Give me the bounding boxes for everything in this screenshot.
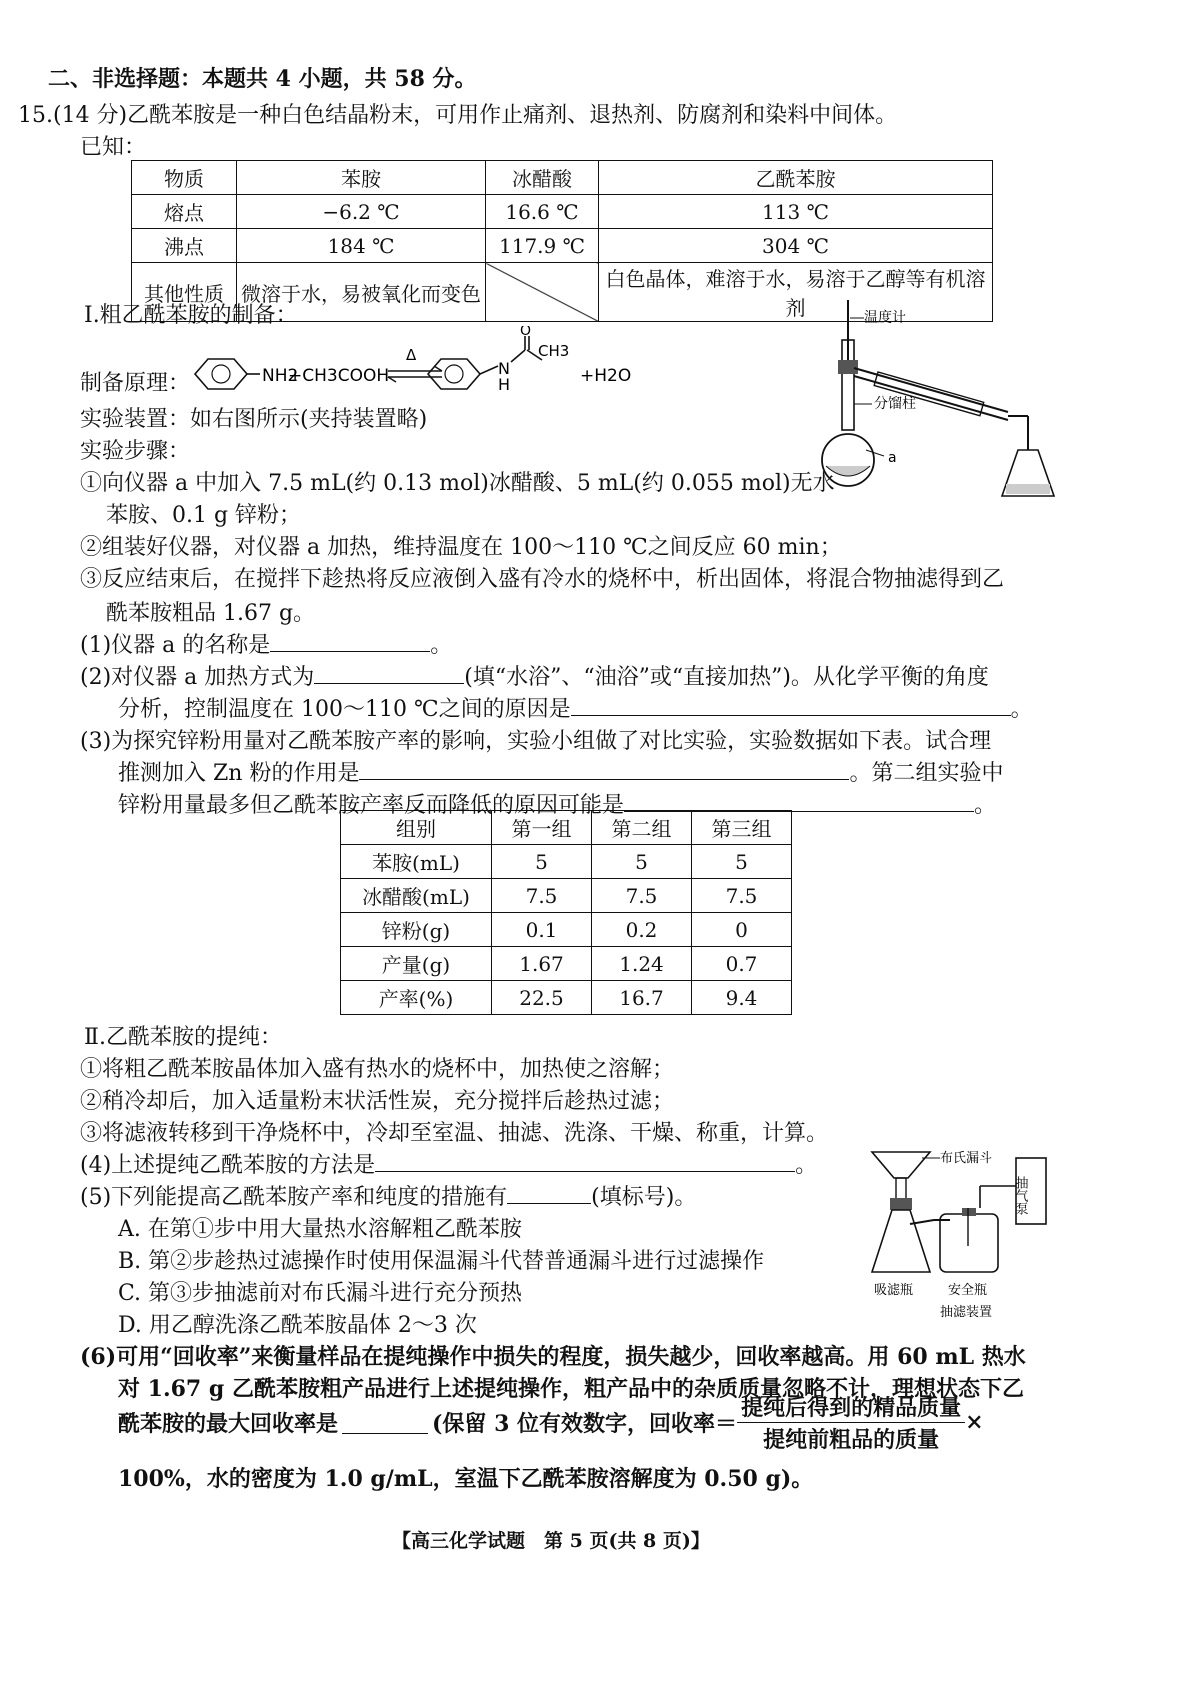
recovery-rate-fraction xyxy=(737,1391,965,1454)
q4 xyxy=(80,1148,817,1179)
q2-line1 xyxy=(80,660,989,691)
table-cell: 113 ℃ xyxy=(599,195,993,229)
water-product: +H2O xyxy=(580,366,632,386)
table-cell: 产量(g) xyxy=(341,947,492,981)
q3-text-3: 锌粉用量最多但乙酰苯胺产率反而降低的原因可能是 xyxy=(118,793,625,818)
principle-label: 制备原理： xyxy=(80,371,191,396)
option-c: C. 第③步抽滤前对布氏漏斗进行充分预热 xyxy=(118,1281,523,1306)
q3-text: 推测加入 Zn 粉的作用是 xyxy=(118,761,360,786)
q5-end: (填标号)。 xyxy=(591,1185,697,1210)
table-header-cell: 第三组 xyxy=(692,811,792,845)
q4-end: 。 xyxy=(795,1153,818,1178)
table-row xyxy=(341,981,792,1015)
answer-blank-q2-reason[interactable] xyxy=(571,693,1011,716)
table-header-cell: 组别 xyxy=(341,811,492,845)
diagonal-cell xyxy=(486,263,599,322)
step-3-cont: 酰苯胺粗品 1.67 g。 xyxy=(106,601,316,626)
part2-title: Ⅱ.乙酰苯胺的提纯： xyxy=(84,1025,282,1050)
table-cell: 0.7 xyxy=(692,947,792,981)
option-b: B. 第②步趁热过滤操作时使用保温漏斗代替普通漏斗进行过滤操作 xyxy=(118,1249,765,1274)
step-1: ①向仪器 a 中加入 7.5 mL(约 0.13 mol)冰醋酸、5 mL(约 0.055 mol)无水 xyxy=(80,471,835,496)
q6-line2: 对 1.67 g 乙酰苯胺粗产品进行上述提纯操作，粗产品中的杂质质量忽略不计，理想状态下乙 xyxy=(118,1376,1024,1402)
table-cell: 5 xyxy=(492,845,592,879)
table-cell: 22.5 xyxy=(492,981,592,1015)
methyl-group: CH3 xyxy=(538,342,570,360)
delta-symbol: Δ xyxy=(406,346,417,364)
table-cell: 16.6 ℃ xyxy=(486,195,599,229)
q15-intro: 15.(14 分)乙酰苯胺是一种白色结晶粉末，可用作止痛剂、退热剂、防腐剂和染料中间体。 xyxy=(18,103,898,128)
table-row xyxy=(132,195,993,229)
table-header-cell: 苯胺 xyxy=(237,161,486,195)
table-cell: 0.1 xyxy=(492,913,592,947)
table-cell: 1.67 xyxy=(492,947,592,981)
table-cell: 锌粉(g) xyxy=(341,913,492,947)
table-cell: 5 xyxy=(592,845,692,879)
answer-blank-q3-reason[interactable] xyxy=(624,789,974,812)
fraction-numerator: 提纯后得到的精品质量 xyxy=(737,1391,965,1423)
table-cell: 其他性质 xyxy=(132,263,237,322)
q3-line1: (3)为探究锌粉用量对乙酰苯胺产率的影响，实验小组做了对比实验，实验数据如下表。试合理 xyxy=(80,729,992,754)
column-label: 分馏柱 xyxy=(874,396,916,412)
carbonyl-oxygen: O xyxy=(520,326,532,339)
benzene-ring-icon xyxy=(195,359,247,389)
table-cell: 9.4 xyxy=(692,981,792,1015)
q2-text-2: (填“水浴”、“油浴”或“直接加热”)。从化学平衡的角度 xyxy=(464,665,989,690)
table-cell: −6.2 ℃ xyxy=(237,195,486,229)
table-header-row xyxy=(132,161,993,195)
amide-hydrogen: H xyxy=(498,375,511,394)
q2-text: (2)对仪器 a 加热方式为 xyxy=(80,665,315,690)
q2-line2 xyxy=(118,692,1033,723)
q3-text-2: 。第二组实验中 xyxy=(849,761,1004,786)
q5 xyxy=(80,1180,696,1211)
known-label: 已知： xyxy=(80,135,147,160)
q2-text-3: 分析，控制温度在 100～110 ℃之间的原因是 xyxy=(118,697,571,722)
q5-text: (5)下列能提高乙酰苯胺产率和纯度的措施有 xyxy=(80,1185,508,1210)
answer-blank-q1[interactable] xyxy=(270,629,430,652)
table-cell: 熔点 xyxy=(132,195,237,229)
apparatus-line: 实验装置：如右图所示(夹持装置略) xyxy=(80,407,428,432)
diagram-caption: 抽滤装置 xyxy=(940,1305,993,1320)
suction-flask-label: 吸滤瓶 xyxy=(874,1283,914,1298)
table-header-cell: 冰醋酸 xyxy=(486,161,599,195)
table-cell: 7.5 xyxy=(492,879,592,913)
suction-filtration-diagram xyxy=(860,1146,1060,1326)
table-cell: 微溶于水，易被氧化而变色 xyxy=(237,263,486,322)
q3-line2 xyxy=(118,756,1003,787)
answer-blank-q6[interactable] xyxy=(342,1411,428,1434)
acetic-acid: +CH3COOH xyxy=(288,366,390,386)
answer-blank-q3-zn[interactable] xyxy=(359,757,849,780)
table-row xyxy=(341,879,792,913)
table-header-cell: 第二组 xyxy=(592,811,692,845)
p2-step-3: ③将滤液转移到干净烧杯中，冷却至室温、抽滤、洗涤、干燥、称重，计算。 xyxy=(80,1121,829,1146)
fraction-denominator: 提纯前粗品的质量 xyxy=(763,1426,940,1453)
table-cell: 5 xyxy=(692,845,792,879)
steps-label: 实验步骤： xyxy=(80,439,191,464)
p2-step-2: ②稍冷却后，加入适量粉末状活性炭，充分搅拌后趁热过滤； xyxy=(80,1089,675,1114)
table-cell: 7.5 xyxy=(692,879,792,913)
benzene-ring-icon xyxy=(428,359,480,389)
table-cell: 7.5 xyxy=(592,879,692,913)
reaction-equation xyxy=(180,326,640,406)
table-row xyxy=(341,947,792,981)
table-cell: 0.2 xyxy=(592,913,692,947)
q1-text: (1)仪器 a 的名称是 xyxy=(80,633,271,658)
step-3: ③反应结束后，在搅拌下趁热将反应液倒入盛有冷水的烧杯中，析出固体，将混合物抽滤得到乙 xyxy=(80,567,1005,592)
table-cell: 冰醋酸(mL) xyxy=(341,879,492,913)
part1-title: Ⅰ.粗乙酰苯胺的制备： xyxy=(84,303,298,328)
q1 xyxy=(80,628,452,659)
safety-bottle-label: 安全瓶 xyxy=(948,1283,988,1298)
times-sign: × xyxy=(965,1409,984,1435)
table-row xyxy=(341,845,792,879)
step-1-cont: 苯胺、0.1 g 锌粉； xyxy=(106,503,302,528)
table-cell: 产率(%) xyxy=(341,981,492,1015)
funnel-label: 布氏漏斗 xyxy=(940,1151,993,1166)
table-cell: 苯胺(mL) xyxy=(341,845,492,879)
page-footer: 【高三化学试题 第 5 页(共 8 页)】 xyxy=(392,1530,710,1552)
table-header-cell: 物质 xyxy=(132,161,237,195)
table-header-cell: 乙酰苯胺 xyxy=(599,161,993,195)
table-cell: 184 ℃ xyxy=(237,229,486,263)
table-cell: 白色晶体，难溶于水，易溶于乙醇等有机溶剂 xyxy=(599,263,993,322)
table-row xyxy=(341,913,792,947)
answer-blank-q4[interactable] xyxy=(375,1149,795,1172)
q6-line1: (6)可用“回收率”来衡量样品在提纯操作中损失的程度，损失越少，回收率越高。用 60 mL 热水 xyxy=(80,1344,1026,1370)
p2-step-1: ①将粗乙酰苯胺晶体加入盛有热水的烧杯中，加热使之溶解； xyxy=(80,1057,675,1082)
option-a: A. 在第①步中用大量热水溶解粗乙酰苯胺 xyxy=(118,1217,522,1242)
distillation-diagram xyxy=(818,300,1058,510)
table-header-row xyxy=(341,811,792,845)
thermometer-label: 温度计 xyxy=(864,310,906,326)
amine-group: NH2 xyxy=(262,366,299,386)
table-cell: 1.24 xyxy=(592,947,692,981)
option-d: D. 用乙醇洗涤乙酰苯胺晶体 2～3 次 xyxy=(118,1313,477,1338)
table-header-cell: 第一组 xyxy=(492,811,592,845)
q2-end: 。 xyxy=(1010,697,1033,722)
q6-line4: 100%，水的密度为 1.0 g/mL，室温下乙酰苯胺溶解度为 0.50 g)。 xyxy=(118,1466,814,1492)
table-cell: 304 ℃ xyxy=(599,229,993,263)
q6-line3 xyxy=(118,1392,984,1452)
pump-label: 抽气泵 xyxy=(1012,1176,1028,1215)
answer-blank-q5[interactable] xyxy=(507,1181,591,1204)
section-title: 二、非选择题：本题共 4 小题，共 58 分。 xyxy=(48,66,477,92)
answer-blank-q2-heating[interactable] xyxy=(314,661,464,684)
q1-end: 。 xyxy=(430,633,453,658)
table-cell: 沸点 xyxy=(132,229,237,263)
q4-text: (4)上述提纯乙酰苯胺的方法是 xyxy=(80,1153,376,1178)
q6-text: 酰苯胺的最大回收率是 xyxy=(118,1410,339,1437)
table-cell: 117.9 ℃ xyxy=(486,229,599,263)
q3-end: 。 xyxy=(974,793,997,818)
amide-nitrogen: N xyxy=(498,359,510,378)
q6-text-2: (保留 3 位有效数字，回收率＝ xyxy=(432,1410,738,1437)
zinc-experiment-table xyxy=(340,810,792,1015)
step-2: ②组装好仪器，对仪器 a 加热，维持温度在 100～110 ℃之间反应 60 min； xyxy=(80,535,842,560)
flask-label: a xyxy=(888,450,897,466)
table-row xyxy=(132,229,993,263)
table-cell: 0 xyxy=(692,913,792,947)
table-cell: 16.7 xyxy=(592,981,692,1015)
